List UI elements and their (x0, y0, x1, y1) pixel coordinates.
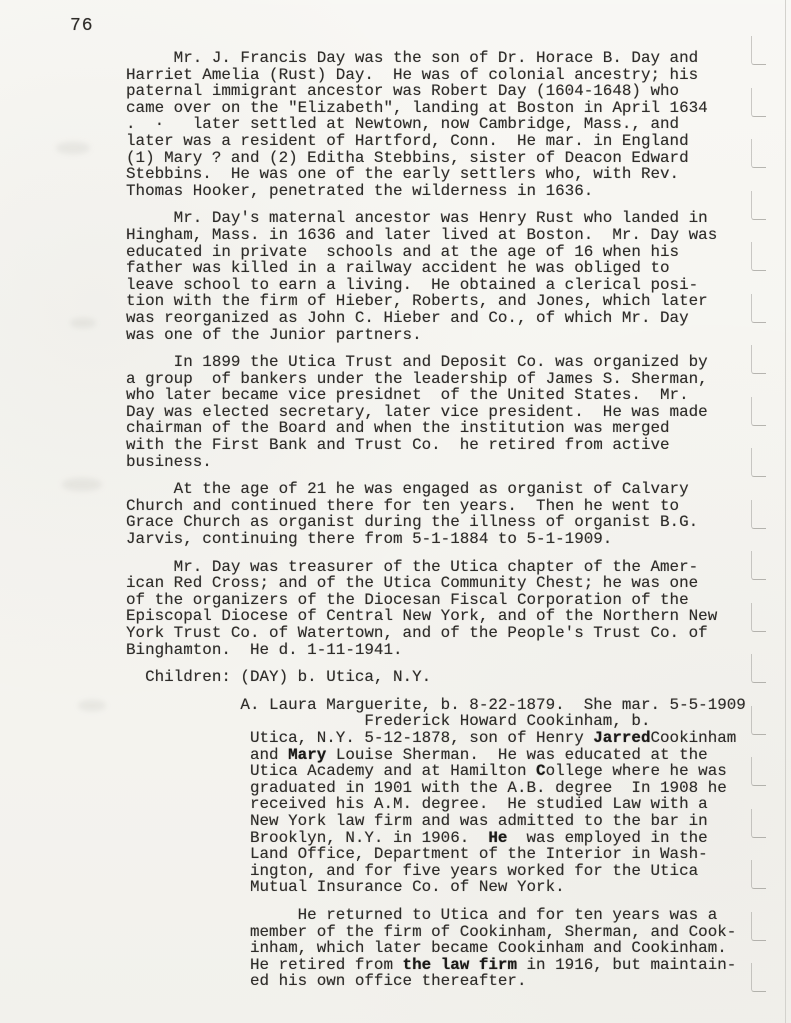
typed-text: was one of the Junior partners. (126, 325, 422, 344)
binding-mark (751, 139, 766, 168)
binding-mark (751, 860, 766, 889)
paper-smudge (78, 700, 106, 711)
overstruck-text: Jarred (593, 728, 651, 747)
typed-text: York Trust Co. of Watertown, and of the People's Trust Co. of (126, 624, 708, 642)
binding-mark (751, 757, 766, 786)
typed-text: member of the firm of Cookinham, Sherman, and Cook- (126, 922, 737, 941)
page-edge-line (785, 0, 786, 1023)
text-line (126, 83, 746, 100)
text-line (126, 780, 746, 797)
text-line (126, 277, 746, 294)
binding-mark (751, 345, 766, 374)
typed-text: a group of bankers under the leadership of James S. Sherman, (126, 369, 708, 388)
text-line (126, 940, 746, 957)
text-line (126, 498, 746, 515)
binding-mark (751, 242, 766, 271)
typed-text: of the organizers of the Diocesan Fiscal Corporation of the (126, 590, 689, 609)
binding-mark (751, 191, 766, 220)
binding-mark (751, 397, 766, 426)
text-line (126, 183, 746, 200)
text-line (126, 796, 746, 813)
typed-text: Thomas Hooker, penetrated the wilderness in 1636. (126, 181, 594, 200)
typed-text: (1) Mary ? and (2) Editha Stebbins, sister of Deacon Edward (126, 148, 689, 167)
typed-text: Land Office, Department of the Interior in Wash- (126, 845, 708, 864)
typed-text: business. (126, 452, 212, 471)
paragraph-5 (126, 559, 746, 659)
typed-text: in 1916, but maintain- (516, 955, 737, 974)
text-line (126, 642, 746, 659)
text-line (126, 150, 746, 167)
text-line (126, 830, 746, 847)
typed-text: was reorganized as John C. Hieber and Co., of which Mr. Day (126, 308, 689, 327)
binding-mark (751, 500, 766, 529)
text-line (126, 420, 746, 437)
text-line (126, 575, 746, 592)
typed-text: received his A.M. degree. He studied Law with a (126, 795, 708, 814)
binding-mark (751, 963, 766, 992)
text-line (126, 592, 746, 609)
typed-text: and (126, 745, 289, 764)
typed-text: New York law firm and was admitted to the bar in (126, 811, 708, 830)
child-entry-a (126, 697, 746, 896)
text-line (126, 310, 746, 327)
typed-text: Mr. Day's maternal ancestor was Henry Rust who landed in (126, 209, 708, 228)
text-line (126, 210, 746, 227)
typed-text: later was a resident of Hartford, Conn. He mar. in England (126, 131, 689, 150)
typed-text: ington, and for five years worked for the Utica (126, 861, 699, 880)
typed-text: Mr. J. Francis Day was the son of Dr. Horace B. Day and (126, 49, 699, 67)
text-line (126, 116, 746, 133)
text-line (126, 387, 746, 404)
text-line (126, 404, 746, 421)
binding-mark (751, 912, 766, 941)
typed-text: Children: (DAY) b. Utica, N.Y. (126, 668, 432, 687)
page-number: 76 (70, 16, 94, 36)
typed-text: paternal immigrant ancestor was Robert Day (1604-1648) who (126, 82, 680, 101)
typed-text: inham, which later became Cookinham and Cookinham. (126, 939, 727, 958)
text-line (126, 907, 746, 924)
text-line (126, 514, 746, 531)
text-line (126, 763, 746, 780)
typed-text: A. Laura Marguerite, b. 8-22-1879. She mar. 5-5-1909 (126, 695, 746, 714)
binding-mark (751, 809, 766, 838)
typed-text: Brooklyn, N.Y. in 1906. (126, 828, 489, 847)
typed-text: Frederick Howard Cookinham, b. (126, 712, 651, 731)
paper-smudge (62, 478, 102, 491)
typed-text: came over on the "Elizabeth", landing at Boston in April 1634 (126, 98, 708, 117)
binding-mark (751, 294, 766, 323)
typed-text: Mutual Insurance Co. of New York. (126, 878, 565, 897)
overstruck-text: C (536, 762, 546, 781)
typed-text: chairman of the Board and when the institution was merged (126, 419, 670, 438)
text-line (126, 957, 746, 974)
typed-text: Grace Church as organist during the illness of organist B.G. (126, 513, 699, 532)
typed-text: leave school to earn a living. He obtained a clerical posi- (126, 275, 699, 294)
paragraph-4 (126, 481, 746, 547)
text-line (126, 713, 746, 730)
typed-text: educated in private schools and at the age of 16 when his (126, 242, 680, 261)
paragraph-1 (126, 50, 746, 199)
text-line (126, 608, 746, 625)
text-line (126, 354, 746, 371)
typed-text: graduated in 1901 with the A.B. degree In 1908 he (126, 778, 727, 797)
typed-text: Utica, N.Y. 5-12-1878, son of Henry (126, 728, 594, 747)
typed-text: ed his own office thereafter. (126, 972, 527, 991)
binding-mark (751, 706, 766, 735)
typed-text: Episcopal Diocese of Central New York, and of the Northern New (126, 607, 718, 626)
text-line (126, 625, 746, 642)
typed-text: Jarvis, continuing there from 5-1-1884 to 5-1-1909. (126, 530, 613, 549)
text-line (126, 924, 746, 941)
text-line (126, 327, 746, 344)
typed-text: He returned to Utica and for ten years was a (126, 905, 718, 924)
text-line (126, 100, 746, 117)
typed-text: Harriet Amelia (Rust) Day. He was of colonial ancestry; his (126, 65, 699, 84)
paragraph-2 (126, 210, 746, 343)
binding-mark (751, 654, 766, 683)
text-line (126, 437, 746, 454)
text-line (126, 747, 746, 764)
typed-text: Louise Sherman. He was educated at the (326, 745, 708, 764)
typed-text: Church and continued there for ten years. Then he went to (126, 496, 680, 515)
typed-text: father was killed in a railway accident he was obliged to (126, 259, 670, 278)
text-line (126, 697, 746, 714)
binding-mark (751, 88, 766, 117)
typed-text: At the age of 21 he was engaged as organist of Calvary (126, 480, 689, 499)
binding-mark (751, 603, 766, 632)
text-line (126, 50, 746, 67)
typed-text: He retired from (126, 955, 403, 974)
text-line (126, 244, 746, 261)
typed-text: Cookinham (650, 728, 737, 747)
text-line (126, 481, 746, 498)
text-line (126, 730, 746, 747)
text-line (126, 879, 746, 896)
typed-text: Stebbins. He was one of the early settlers who, with Rev. (126, 165, 680, 184)
text-line (126, 166, 746, 183)
child-entry-a-continued (126, 907, 746, 990)
typed-text: In 1899 the Utica Trust and Deposit Co. was organized by (126, 353, 708, 372)
typed-text: who later became vice presidnet of the United States. Mr. (126, 386, 689, 405)
binding-mark (751, 551, 766, 580)
overstruck-text: He (488, 828, 508, 847)
paper-smudge (56, 142, 90, 154)
text-line (126, 669, 746, 686)
typed-text: Day was elected secretary, later vice president. He was made (126, 402, 708, 421)
typed-text: Binghamton. He d. 1-11-1941. (126, 640, 403, 659)
text-line (126, 863, 746, 880)
typed-text: tion with the firm of Hieber, Roberts, and Jones, which later (126, 292, 708, 311)
typed-text: with the First Bank and Trust Co. he retired from active (126, 436, 670, 455)
text-line (126, 531, 746, 548)
text-line (126, 454, 746, 471)
typed-text: Mr. Day was treasurer of the Utica chapter of the Amer- (126, 557, 699, 576)
document-text (126, 50, 746, 990)
typed-text: ican Red Cross; and of the Utica Community Chest; he was one (126, 574, 699, 593)
text-line (126, 559, 746, 576)
text-line (126, 67, 746, 84)
text-line (126, 371, 746, 388)
typed-text: . · later settled at Newtown, now Cambridge, Mass., and (126, 115, 680, 134)
overstruck-text: the law firm (402, 955, 517, 974)
paper-smudge (70, 318, 96, 328)
text-line (126, 973, 746, 990)
overstruck-text: Mary (288, 745, 327, 764)
text-line (126, 260, 746, 277)
typed-text: Utica Academy and at Hamilton (126, 762, 537, 781)
children-heading (126, 669, 746, 686)
text-line (126, 813, 746, 830)
binding-mark (751, 448, 766, 477)
text-line (126, 293, 746, 310)
typed-text: ollege where he was (545, 762, 727, 781)
binding-mark (751, 36, 766, 65)
typed-text: Hingham, Mass. in 1636 and later lived at Boston. Mr. Day was (126, 225, 718, 244)
typed-text: was employed in the (507, 828, 708, 847)
paragraph-3 (126, 354, 746, 470)
text-line (126, 227, 746, 244)
text-line (126, 846, 746, 863)
text-line (126, 133, 746, 150)
